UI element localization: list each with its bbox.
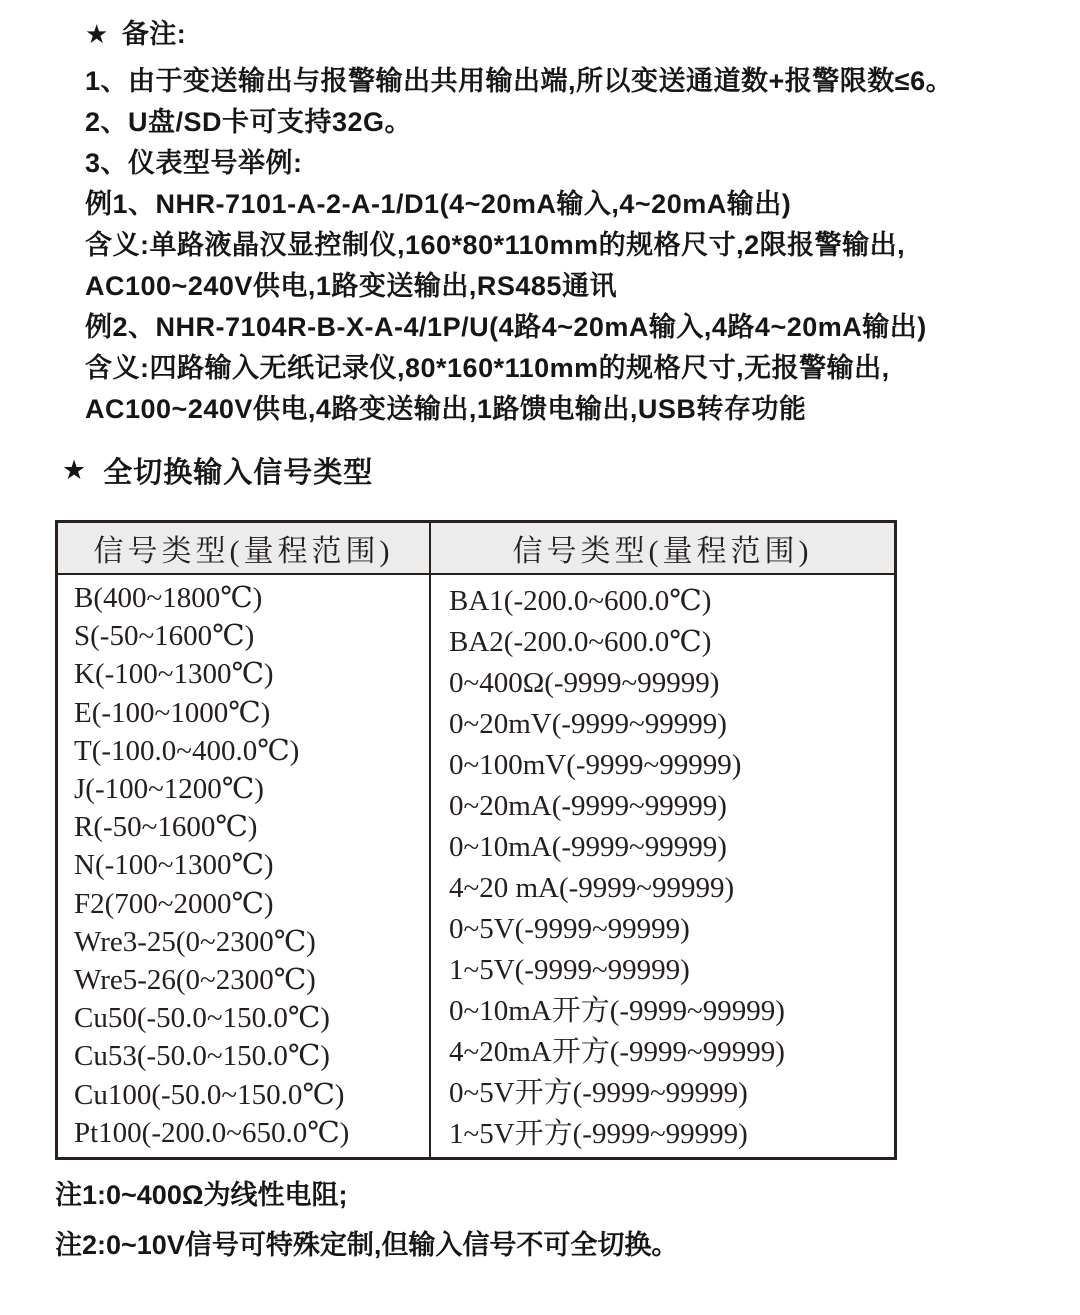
table-column-left — [58, 575, 431, 1157]
star-icon: ★ — [62, 455, 88, 485]
table-row: T(-100.0~400.0℃) — [74, 734, 300, 767]
section-heading — [62, 450, 373, 491]
table-row: 0~100mV(-9999~99999) — [449, 749, 742, 781]
table-row: 4~20 mA(-9999~99999) — [449, 872, 735, 904]
table-row: 4~20mA开方(-9999~99999) — [449, 1036, 785, 1068]
table-row: F2(700~2000℃) — [74, 887, 274, 920]
section-heading-label: 全切换输入信号类型 — [103, 457, 374, 489]
footnote-line: 注2:0~10V信号可特殊定制,但输入信号不可全切换。 — [55, 1230, 679, 1260]
table-row: BA1(-200.0~600.0℃) — [449, 585, 712, 617]
table-header-row — [58, 523, 894, 575]
table-row: 1~5V(-9999~99999) — [449, 954, 690, 986]
table-row: 0~20mA(-9999~99999) — [449, 790, 727, 822]
note-line: AC100~240V供电,4路变送输出,1路馈电输出,USB转存功能 — [85, 394, 807, 424]
note-line: AC100~240V供电,1路变送输出,RS485通讯 — [85, 271, 617, 301]
star-icon: ★ — [85, 19, 109, 49]
remarks-heading — [85, 14, 953, 55]
table-row: 0~5V(-9999~99999) — [449, 913, 690, 945]
table-row: B(400~1800℃) — [74, 582, 263, 614]
note-line: 例2、NHR-7104R-B-X-A-4/1P/U(4路4~20mA输入,4路4~20mA输出) — [85, 312, 927, 342]
remarks-heading-label: 备注: — [121, 19, 187, 49]
table-row: K(-100~1300℃) — [74, 658, 274, 691]
note-line: 含义:单路液晶汉显控制仪,160*80*110mm的规格尺寸,2限报警输出, — [85, 230, 906, 260]
table-row: 0~400Ω(-9999~99999) — [449, 667, 720, 699]
note-line: 2、U盘/SD卡可支持32G。 — [85, 107, 413, 137]
table-header-left: 信号类型(量程范围) — [58, 523, 431, 573]
table-row: 0~10mA开方(-9999~99999) — [449, 995, 785, 1027]
table-column-right — [431, 575, 894, 1157]
table-row: N(-100~1300℃) — [74, 849, 274, 882]
note-line: 1、由于变送输出与报警输出共用输出端,所以变送通道数+报警限数≤6。 — [85, 66, 954, 96]
table-row: Cu53(-50.0~150.0℃) — [74, 1040, 330, 1073]
table-row: Pt100(-200.0~650.0℃) — [74, 1116, 350, 1149]
table-row: S(-50~1600℃) — [74, 620, 255, 653]
footnote-line: 注1:0~400Ω为线性电阻; — [55, 1180, 348, 1210]
note-line: 例1、NHR-7101-A-2-A-1/D1(4~20mA输入,4~20mA输出) — [85, 189, 792, 219]
table-row: Cu100(-50.0~150.0℃) — [74, 1078, 345, 1111]
table-row: Wre3-25(0~2300℃) — [74, 925, 316, 958]
signal-type-table — [55, 520, 897, 1160]
remarks-lines — [85, 61, 953, 430]
note-line: 3、仪表型号举例: — [85, 148, 303, 178]
table-row: R(-50~1600℃) — [74, 811, 258, 844]
table-row: Cu50(-50.0~150.0℃) — [74, 1002, 330, 1035]
table-row: 0~5V开方(-9999~99999) — [449, 1077, 748, 1109]
remarks-block — [85, 14, 953, 430]
table-row: J(-100~1200℃) — [74, 773, 264, 806]
table-row: 0~10mA(-9999~99999) — [449, 831, 727, 863]
table-row: BA2(-200.0~600.0℃) — [449, 626, 712, 658]
footnotes-block — [55, 1170, 678, 1270]
table-header-right: 信号类型(量程范围) — [512, 535, 813, 568]
note-line: 含义:四路输入无纸记录仪,80*160*110mm的规格尺寸,无报警输出, — [85, 353, 890, 383]
table-row: 0~20mV(-9999~99999) — [449, 708, 727, 740]
table-body — [58, 575, 894, 1157]
table-row: Wre5-26(0~2300℃) — [74, 964, 316, 997]
table-row: E(-100~1000℃) — [74, 696, 271, 729]
table-row: 1~5V开方(-9999~99999) — [449, 1118, 748, 1150]
